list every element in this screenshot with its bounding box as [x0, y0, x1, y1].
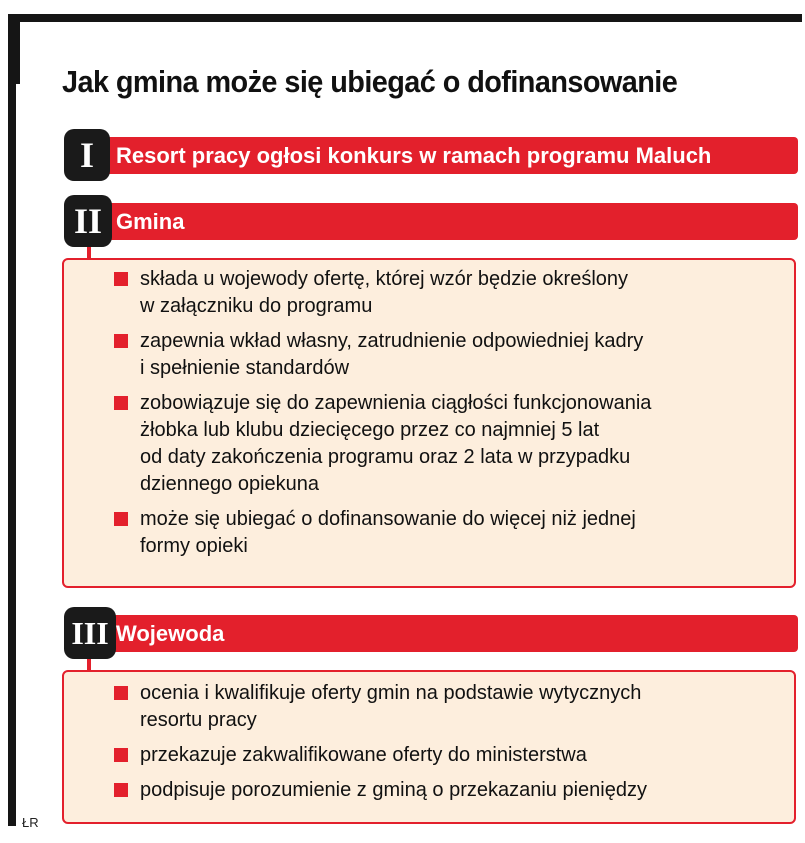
author-credit: ŁR — [22, 815, 39, 830]
list-item — [114, 777, 647, 804]
section-3-heading: Wojewoda — [116, 621, 225, 646]
section-2-numeral: II — [73, 201, 103, 241]
bullet-square-icon — [114, 748, 128, 762]
bullet-square-icon — [114, 512, 128, 526]
section-1-heading: Resort pracy ogłosi konkurs w ramach programu Maluch — [116, 143, 712, 168]
section-3-numeral-badge — [64, 607, 116, 659]
list-item-line: formy opieki — [140, 535, 248, 557]
list-item — [114, 328, 651, 382]
list-item — [114, 680, 647, 734]
section-2-list — [114, 266, 651, 568]
section-2-heading: Gmina — [116, 209, 185, 234]
list-item-line: w załączniku do programu — [140, 295, 373, 317]
section-2-heading-bar — [94, 203, 798, 240]
bullet-square-icon — [114, 686, 128, 700]
list-item-line: resortu pracy — [140, 709, 257, 731]
section-1-numeral-badge — [64, 129, 110, 181]
list-item-line: podpisuje porozumienie z gminą o przekazaniu pieniędzy — [140, 779, 647, 801]
list-item-line: od daty zakończenia programu oraz 2 lata w przypadku — [140, 446, 631, 468]
list-item — [114, 506, 651, 560]
section-3-numeral: III — [71, 615, 109, 651]
bullet-square-icon — [114, 334, 128, 348]
list-item-line: przekazuje zakwalifikowane oferty do ministerstwa — [140, 744, 587, 766]
section-1-numeral: I — [79, 135, 94, 175]
section-3-heading-bar — [94, 615, 798, 652]
list-item — [114, 390, 651, 498]
list-item-line: żłobka lub klubu dziecięcego przez co najmniej 5 lat — [140, 419, 600, 441]
bullet-square-icon — [114, 396, 128, 410]
list-item — [114, 742, 647, 769]
frame-corner-tick — [16, 22, 20, 84]
infographic-title: Jak gmina może się ubiegać o dofinansowanie — [62, 64, 678, 99]
frame-top-rule — [8, 14, 802, 22]
section-2-numeral-badge — [64, 195, 112, 247]
bullet-square-icon — [114, 272, 128, 286]
frame-left-rule — [8, 14, 16, 826]
section-3-list — [114, 680, 647, 812]
list-item-line: zapewnia wkład własny, zatrudnienie odpowiedniej kadry — [140, 330, 644, 352]
list-item-line: składa u wojewody ofertę, której wzór będzie określony — [140, 268, 629, 290]
list-item-line: zobowiązuje się do zapewnienia ciągłości funkcjonowania — [140, 392, 652, 414]
list-item-line: i spełnienie standardów — [140, 357, 350, 379]
bullet-square-icon — [114, 783, 128, 797]
list-item-line: ocenia i kwalifikuje oferty gmin na podstawie wytycznych — [140, 682, 642, 704]
section-1-heading-bar — [94, 137, 798, 174]
list-item — [114, 266, 651, 320]
list-item-line: dziennego opiekuna — [140, 473, 320, 495]
list-item-line: może się ubiegać o dofinansowanie do więcej niż jednej — [140, 508, 636, 530]
